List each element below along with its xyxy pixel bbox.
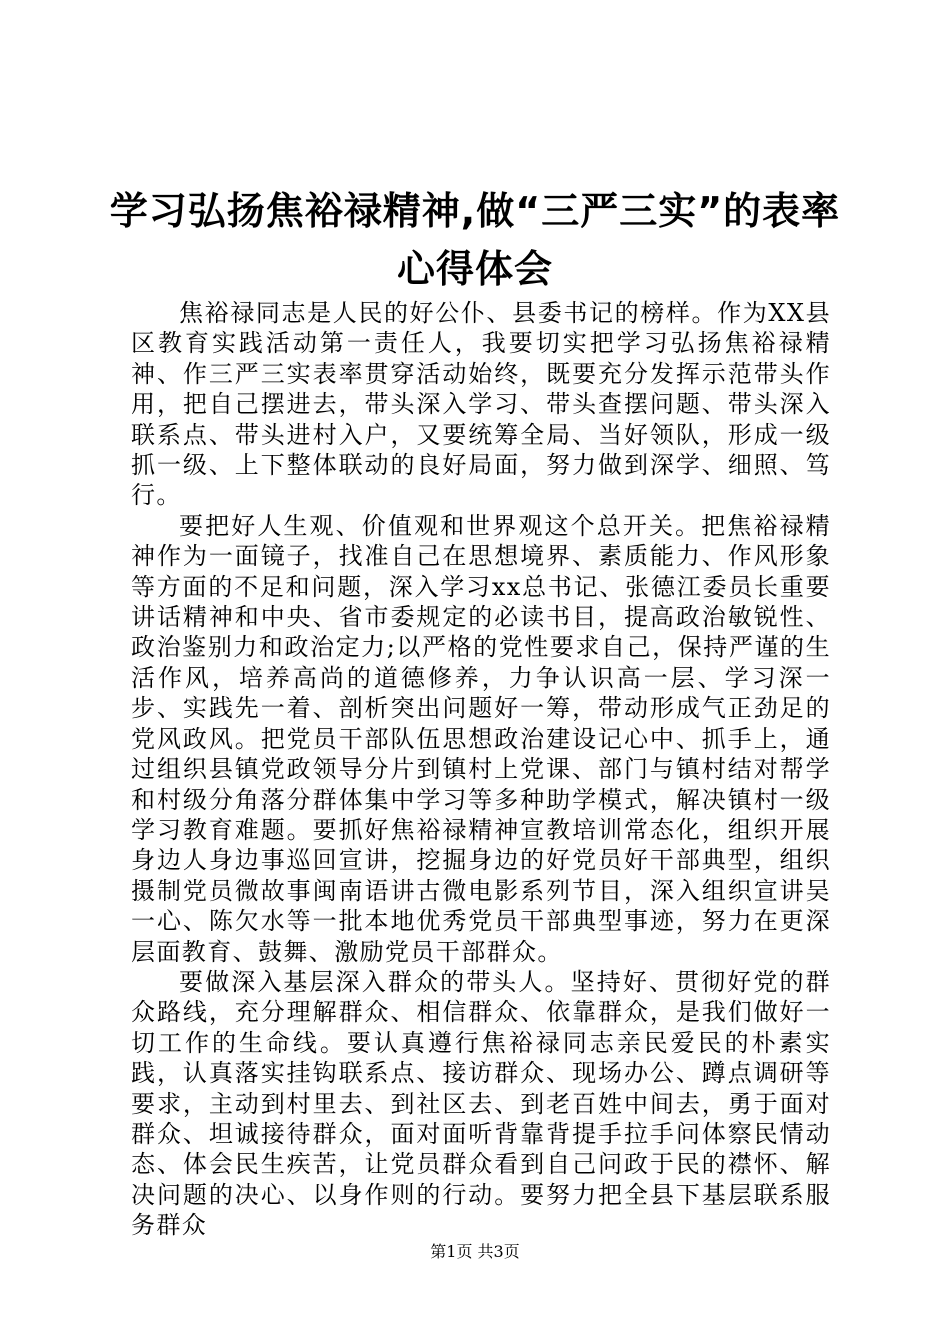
paragraph-2: 要把好人生观、价值观和世界观这个总开关。把焦裕禄精神作为一面镜子，找准自己在思想境界、素质能力、作风形象等方面的不足和问题，深入学习xx总书记、张德江委员长重要讲话精神和中央、省市委规定的必读书目，提高政治敏锐性、政治鉴别力和政治定力;以严格的党性要求自己，保持严谨的生活作风，培养高尚的道德修养，力争认识高一层、学习深一步、实践先一着、剖析突出问题好一筹，带动形成气正劲足的党风政风。把党员干部队伍思想政治建设记心中、抓手上，通过组织县镇党政领导分片到镇村上党课、部门与镇村结对帮学和村级分角落分群体集中学习等多种助学模式，解决镇村一级学习教育难题。要抓好焦裕禄精神宣教培训常态化，组织开展身边人身边事巡回宣讲，挖掘身边的好党员好干部典型，组织摄制党员微故事闽南语讲古微电影系列节目，深入组织宣讲吴一心、陈欠水等一批本地优秀党员干部典型事迹，努力在更深层面教育、鼓舞、激励党员干部群众。 (131, 511, 831, 966)
page-footer: 第1页 共3页 (430, 1242, 520, 1261)
document-title-line-1: 学习弘扬焦裕禄精神,做“三严三实”的表率 (109, 189, 841, 233)
document-body (131, 298, 831, 1241)
paragraph-1: 焦裕禄同志是人民的好公仆、县委书记的榜样。作为XX县区教育实践活动第一责任人，我要切实把学习弘扬焦裕禄精神、作三严三实表率贯穿活动始终，既要充分发挥示范带头作用，把自己摆进去，带头深入学习、带头查摆问题、带头深入联系点、带头进村入户，又要统筹全局、当好领队，形成一级抓一级、上下整体联动的良好局面，努力做到深学、细照、笃行。 (131, 299, 831, 510)
document-title-line-2: 心得体会 (396, 247, 553, 291)
paragraph-3: 要做深入基层深入群众的带头人。坚持好、贯彻好党的群众路线，充分理解群众、相信群众、依靠群众，是我们做好一切工作的生命线。要认真遵行焦裕禄同志亲民爱民的朴素实践，认真落实挂钩联系点、接访群众、现场办公、蹲点调研等要求，主动到村里去、到社区去、到老百姓中间去，勇于面对群众、坦诚接待群众，面对面听背靠背提手拉手问体察民情动态、体会民生疾苦，让党员群众看到自己问政于民的襟怀、解决问题的决心、以身作则的行动。要努力把全县下基层联系服务群众 (131, 967, 831, 1240)
